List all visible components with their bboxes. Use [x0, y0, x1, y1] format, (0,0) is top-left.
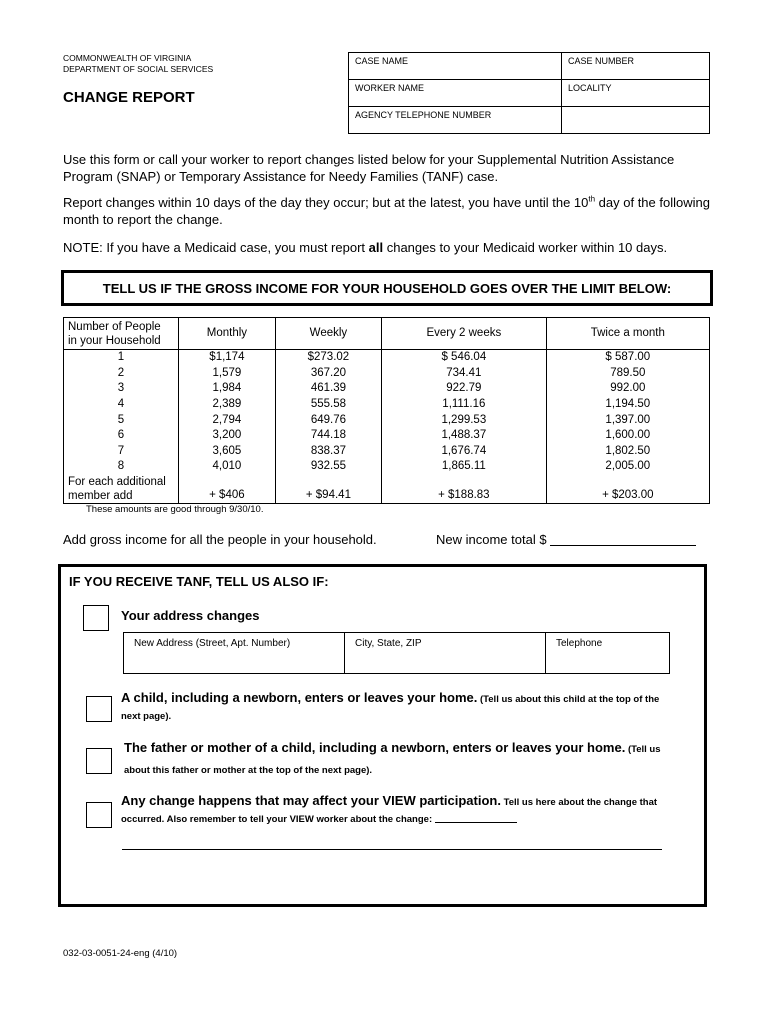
child-change-label [121, 690, 681, 724]
city-state-zip-field[interactable]: City, State, ZIP [345, 633, 546, 674]
twice-month-cell: 1,802.50 [546, 444, 709, 460]
biweekly-cell: 734.41 [382, 366, 547, 382]
intro-paragraph: Use this form or call your worker to report changes listed below for your Supplemental Nutrition Assistance Program (SNAP) or Temporary Assistance for Needy Families (TANF) case. [63, 152, 675, 184]
additional-weekly-cell: + $94.41 [275, 475, 381, 504]
household-size-cell: 6 [64, 428, 179, 444]
household-size-cell: 3 [64, 381, 179, 397]
household-size-cell: 2 [64, 366, 179, 382]
additional-twice-month-cell: + $203.00 [546, 475, 709, 504]
monthly-cell: 3,200 [179, 428, 276, 444]
view-change-note: Tell us here about the change that occurred. Also remember to tell your VIEW worker about the change: [121, 797, 658, 825]
biweekly-cell: $ 546.04 [382, 350, 547, 366]
address-change-label: Your address changes [121, 608, 260, 623]
case-number-field[interactable]: CASE NUMBER [562, 53, 710, 80]
parent-change-note: (Tell us about this father or mother at the top of the next page). [124, 744, 661, 776]
table-row [64, 397, 710, 413]
table-row [64, 412, 710, 428]
weekly-cell: $273.02 [275, 350, 381, 366]
valid-through-note: These amounts are good through 9/30/10. [86, 504, 264, 515]
household-size-cell: 5 [64, 412, 179, 428]
medicaid-note [63, 239, 723, 256]
agency-phone-value-field[interactable] [562, 107, 710, 134]
weekly-cell: 649.76 [275, 412, 381, 428]
biweekly-cell: 922.79 [382, 381, 547, 397]
table-row [64, 444, 710, 460]
address-change-checkbox[interactable] [83, 605, 109, 631]
weekly-cell: 461.39 [275, 381, 381, 397]
weekly-cell: 744.18 [275, 428, 381, 444]
table-row [64, 428, 710, 444]
child-change-title: A child, including a newborn, enters or leaves your home. [121, 690, 478, 705]
biweekly-cell: 1,299.53 [382, 412, 547, 428]
monthly-cell: 2,389 [179, 397, 276, 413]
twice-month-cell: $ 587.00 [546, 350, 709, 366]
twice-month-cell: 1,397.00 [546, 412, 709, 428]
household-header-line2: in your Household [68, 334, 161, 347]
twice-month-header: Twice a month [546, 318, 709, 350]
view-change-writing-line[interactable] [122, 849, 662, 850]
tanf-heading: IF YOU RECEIVE TANF, TELL US ALSO IF: [69, 574, 329, 589]
additional-line2: member add [68, 489, 133, 502]
form-title: CHANGE REPORT [63, 89, 195, 106]
table-row [64, 459, 710, 475]
weekly-cell: 838.37 [275, 444, 381, 460]
additional-line1: For each additional [68, 475, 166, 488]
biweekly-header: Every 2 weeks [382, 318, 547, 350]
case-info-table [348, 52, 710, 134]
view-change-input[interactable] [435, 812, 517, 823]
twice-month-cell: 992.00 [546, 381, 709, 397]
table-row [64, 381, 710, 397]
deadline-paragraph [63, 194, 723, 228]
medicaid-note-bold: all [368, 240, 384, 255]
new-income-total [436, 532, 696, 547]
biweekly-cell: 1,865.11 [382, 459, 547, 475]
twice-month-cell: 1,600.00 [546, 428, 709, 444]
biweekly-cell: 1,488.37 [382, 428, 547, 444]
deadline-text-b: day of the following month to report the change. [63, 195, 710, 227]
twice-month-cell: 2,005.00 [546, 459, 709, 475]
view-change-checkbox[interactable] [86, 802, 112, 828]
medicaid-note-b: changes to your Medicaid worker within 10 days. [383, 240, 668, 255]
monthly-cell: 2,794 [179, 412, 276, 428]
new-address-street-field[interactable]: New Address (Street, Apt. Number) [124, 633, 345, 674]
household-size-cell: 7 [64, 444, 179, 460]
household-size-cell: 1 [64, 350, 179, 366]
weekly-cell: 555.58 [275, 397, 381, 413]
worker-name-field[interactable]: WORKER NAME [349, 80, 562, 107]
case-name-field[interactable]: CASE NAME [349, 53, 562, 80]
medicaid-note-a: NOTE: If you have a Medicaid case, you must report [63, 240, 369, 255]
weekly-header: Weekly [275, 318, 381, 350]
monthly-cell: 3,605 [179, 444, 276, 460]
agency-name [63, 53, 213, 75]
income-limit-table [63, 317, 710, 504]
new-income-total-input[interactable] [550, 533, 696, 546]
add-gross-income-instruction: Add gross income for all the people in your household. [63, 532, 377, 547]
agency-phone-field[interactable]: AGENCY TELEPHONE NUMBER [349, 107, 562, 134]
child-change-note: (Tell us about this child at the top of the next page). [121, 694, 660, 722]
form-number: 032-03-0051-24-eng (4/10) [63, 948, 178, 959]
agency-line-2: DEPARTMENT OF SOCIAL SERVICES [63, 64, 214, 74]
new-income-total-label: New income total $ [436, 532, 547, 547]
additional-biweekly-cell: + $188.83 [382, 475, 547, 504]
table-row [64, 366, 710, 382]
monthly-header: Monthly [179, 318, 276, 350]
additional-member-cell [64, 475, 179, 504]
view-change-title: Any change happens that may affect your VIEW participation. [121, 793, 501, 808]
telephone-field[interactable]: Telephone [546, 633, 670, 674]
twice-month-cell: 1,194.50 [546, 397, 709, 413]
locality-field[interactable]: LOCALITY [562, 80, 710, 107]
parent-change-checkbox[interactable] [86, 748, 112, 774]
table-row-additional [64, 475, 710, 504]
monthly-cell: 1,579 [179, 366, 276, 382]
household-size-cell: 8 [64, 459, 179, 475]
monthly-cell: 1,984 [179, 381, 276, 397]
monthly-cell: $1,174 [179, 350, 276, 366]
additional-monthly-cell: + $406 [179, 475, 276, 504]
child-change-checkbox[interactable] [86, 696, 112, 722]
new-address-table [123, 632, 670, 674]
household-size-cell: 4 [64, 397, 179, 413]
income-limit-heading: TELL US IF THE GROSS INCOME FOR YOUR HOUSEHOLD GOES OVER THE LIMIT BELOW: [61, 270, 713, 306]
weekly-cell: 932.55 [275, 459, 381, 475]
parent-change-title: The father or mother of a child, including a newborn, enters or leaves your home. [124, 740, 626, 755]
household-header-line1: Number of People [68, 320, 161, 333]
weekly-cell: 367.20 [275, 366, 381, 382]
table-row [64, 350, 710, 366]
parent-change-label [124, 738, 684, 780]
deadline-text-a: Report changes within 10 days of the day they occur; but at the latest, you have until the 10 [63, 195, 589, 210]
twice-month-cell: 789.50 [546, 366, 709, 382]
biweekly-cell: 1,111.16 [382, 397, 547, 413]
monthly-cell: 4,010 [179, 459, 276, 475]
biweekly-cell: 1,676.74 [382, 444, 547, 460]
household-size-header [64, 318, 179, 350]
deadline-superscript: th [588, 194, 596, 204]
agency-line-1: COMMONWEALTH OF VIRGINIA [63, 53, 192, 63]
view-change-label [121, 793, 681, 827]
